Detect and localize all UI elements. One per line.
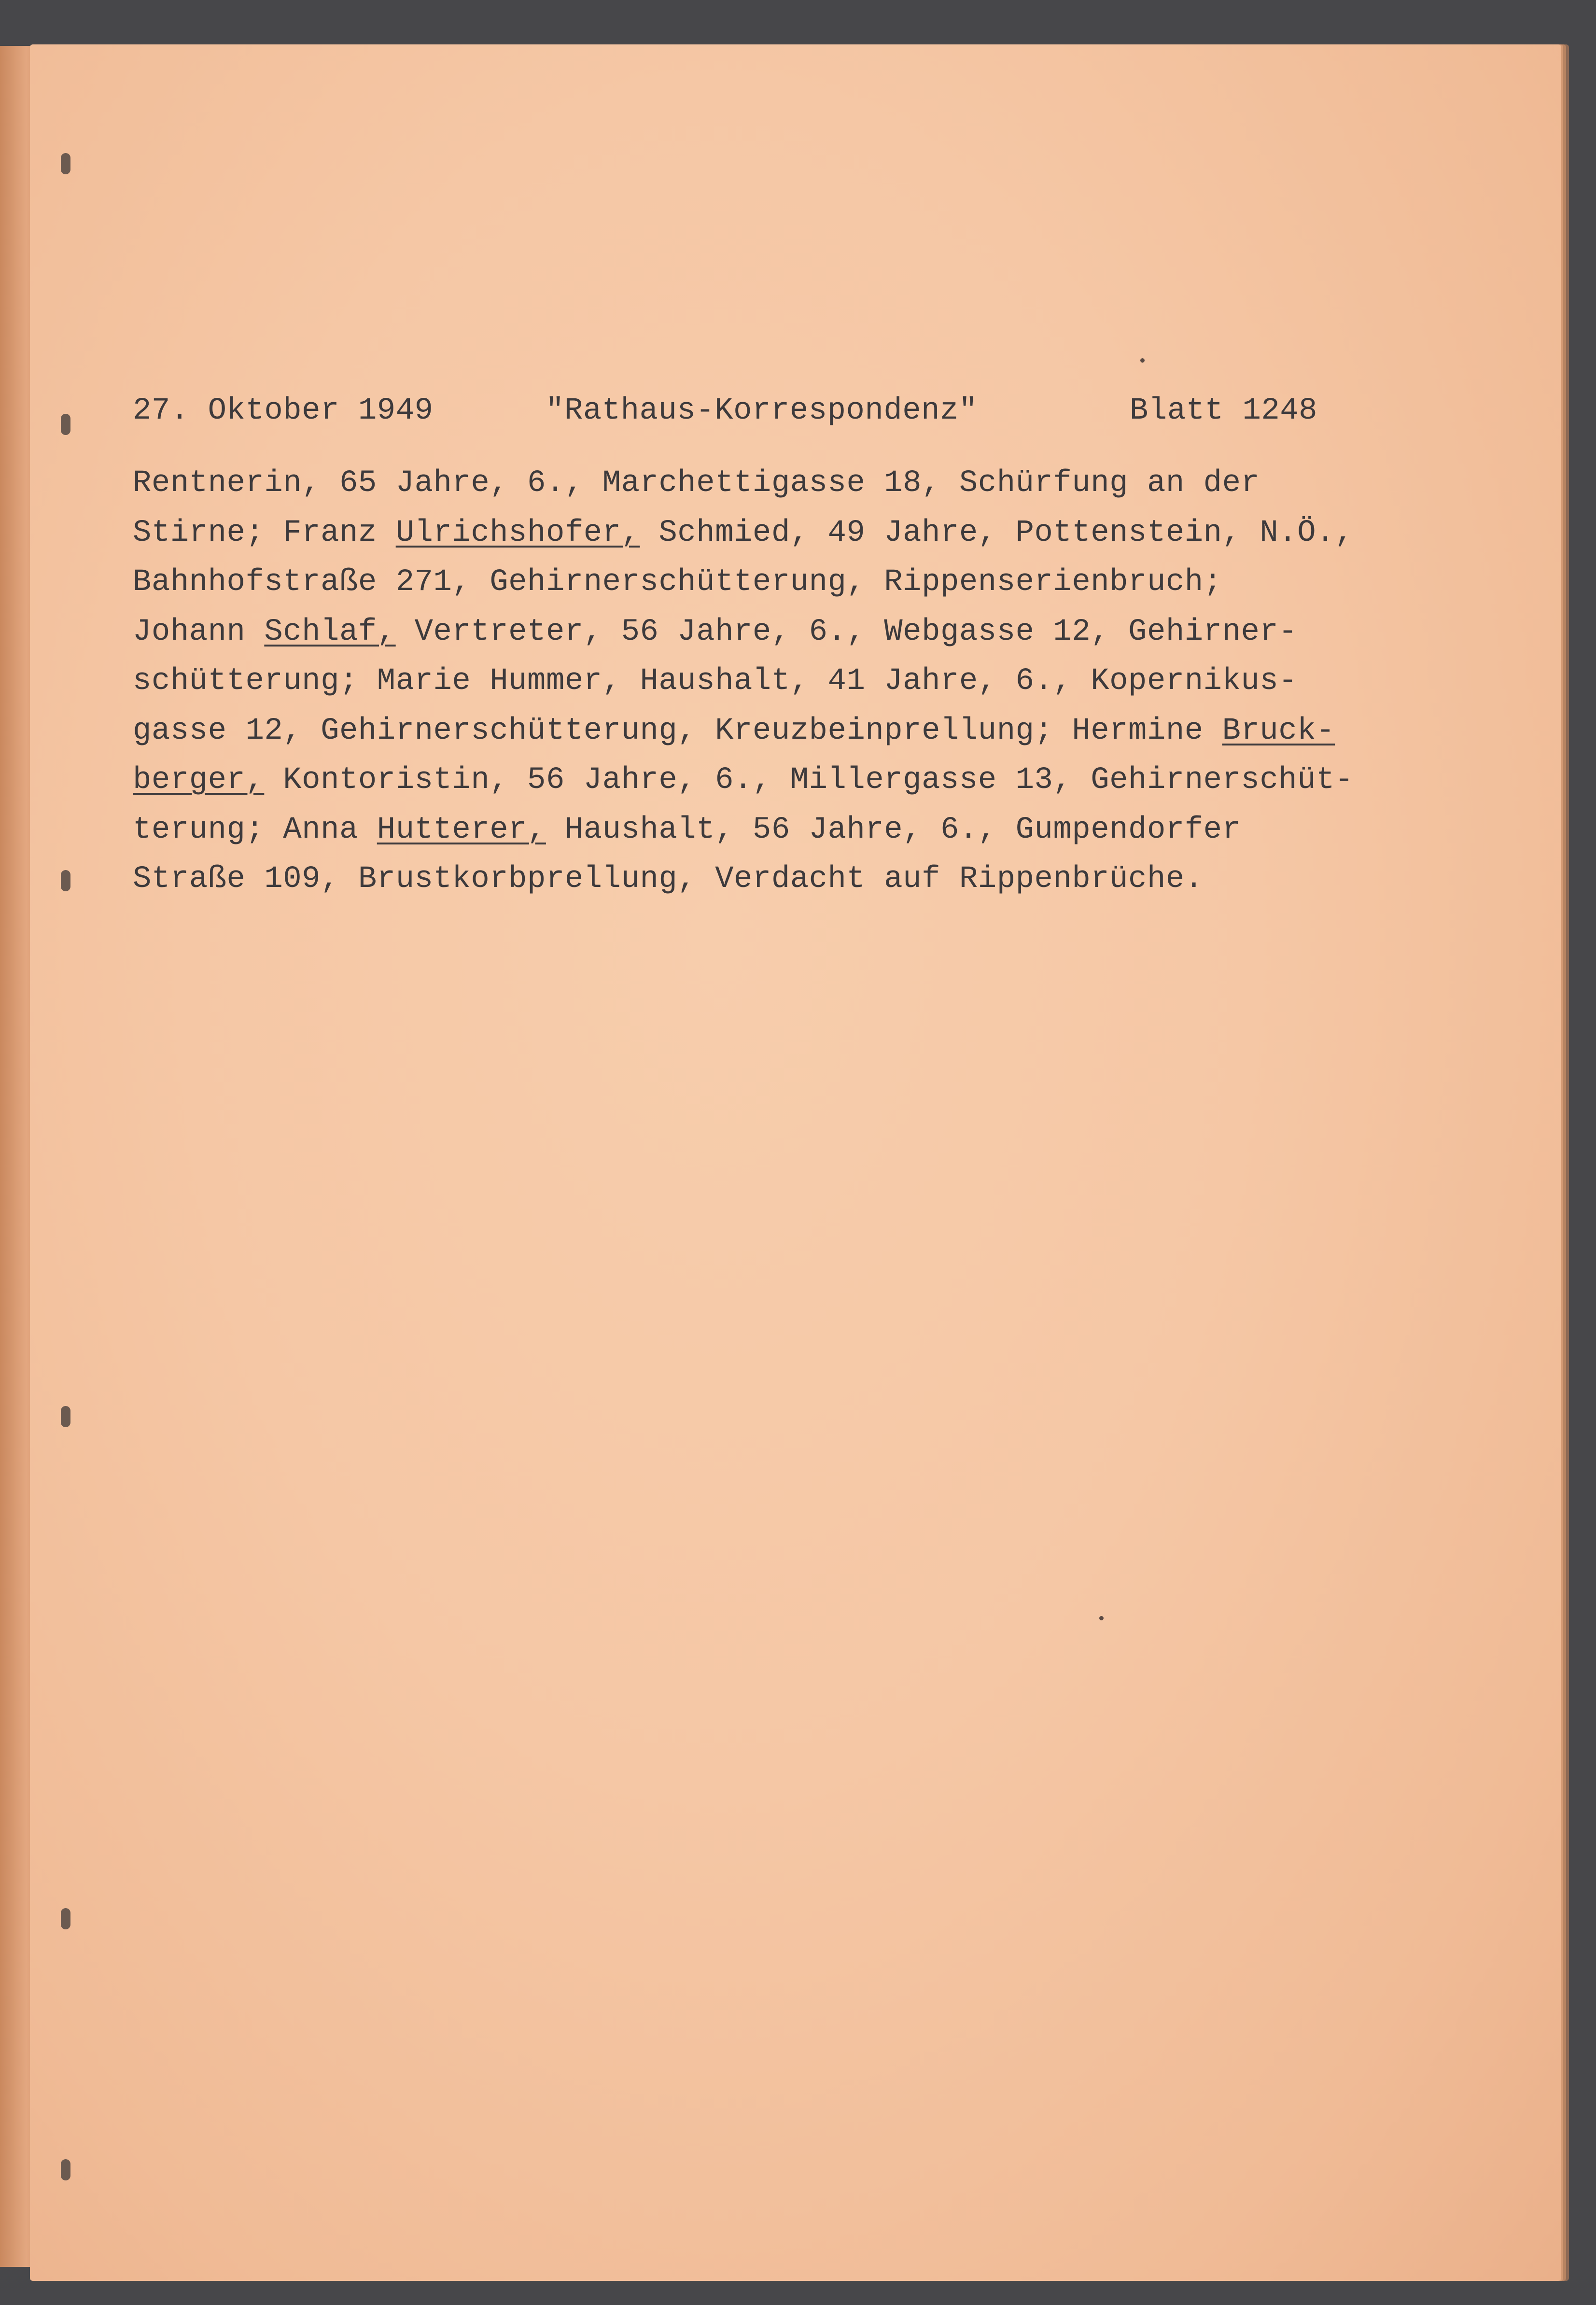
text-line xyxy=(133,558,1465,607)
underlined-name: Schlaf, xyxy=(264,614,396,649)
text-segment: schütterung; Marie Hummer, Haushalt, 41 Jahre, 6., Kopernikus- xyxy=(133,664,1298,699)
text-segment: Stirne; Franz xyxy=(133,515,396,550)
binding-hole xyxy=(61,870,70,891)
text-segment: gasse 12, Gehirnerschütterung, Kreuzbeinprellung; Hermine xyxy=(133,713,1222,748)
header-publication: "Rathaus-Korrespondenz" xyxy=(546,394,978,428)
text-segment: terung; Anna xyxy=(133,812,377,847)
binding-hole xyxy=(61,1908,70,1929)
text-line xyxy=(133,657,1465,706)
binding-hole xyxy=(61,1406,70,1427)
document-text xyxy=(133,394,1465,904)
report-body xyxy=(133,459,1465,904)
text-line xyxy=(133,706,1465,756)
text-segment: Kontoristin, 56 Jahre, 6., Millergasse 13, Gehirnerschüt- xyxy=(264,763,1354,798)
page-header xyxy=(133,394,1465,437)
binding-hole xyxy=(61,2159,70,2180)
header-sheet-number: Blatt 1248 xyxy=(1130,394,1318,428)
text-segment: Bahnhofstraße 271, Gehirnerschütterung, Rippenserienbruch; xyxy=(133,565,1222,600)
underlined-name: Ulrichshofer, xyxy=(395,515,640,550)
document-page xyxy=(30,44,1561,2281)
text-line xyxy=(133,756,1465,805)
text-segment: Haushalt, 56 Jahre, 6., Gumpendorfer xyxy=(546,812,1241,847)
text-line xyxy=(133,508,1465,558)
underlined-name: berger, xyxy=(133,763,265,798)
text-segment: Rentnerin, 65 Jahre, 6., Marchettigasse 18, Schürfung an der xyxy=(133,466,1260,501)
text-segment: Johann xyxy=(133,614,265,649)
underlined-name: Bruck- xyxy=(1222,713,1335,748)
text-segment: Schmied, 49 Jahre, Pottenstein, N.Ö., xyxy=(640,515,1354,550)
text-line xyxy=(133,855,1465,904)
paper-speck xyxy=(1099,1616,1104,1620)
underlined-name: Hutterer, xyxy=(377,812,546,847)
binding-hole xyxy=(61,414,70,435)
paper-speck xyxy=(1140,358,1145,363)
header-date: 27. Oktober 1949 xyxy=(133,394,434,428)
text-line xyxy=(133,805,1465,855)
text-line xyxy=(133,459,1465,508)
text-segment: Straße 109, Brustkorbprellung, Verdacht auf Rippenbrüche. xyxy=(133,862,1204,897)
text-line xyxy=(133,607,1465,657)
binding-hole xyxy=(61,153,70,174)
text-segment: Vertreter, 56 Jahre, 6., Webgasse 12, Gehirner- xyxy=(395,614,1298,649)
